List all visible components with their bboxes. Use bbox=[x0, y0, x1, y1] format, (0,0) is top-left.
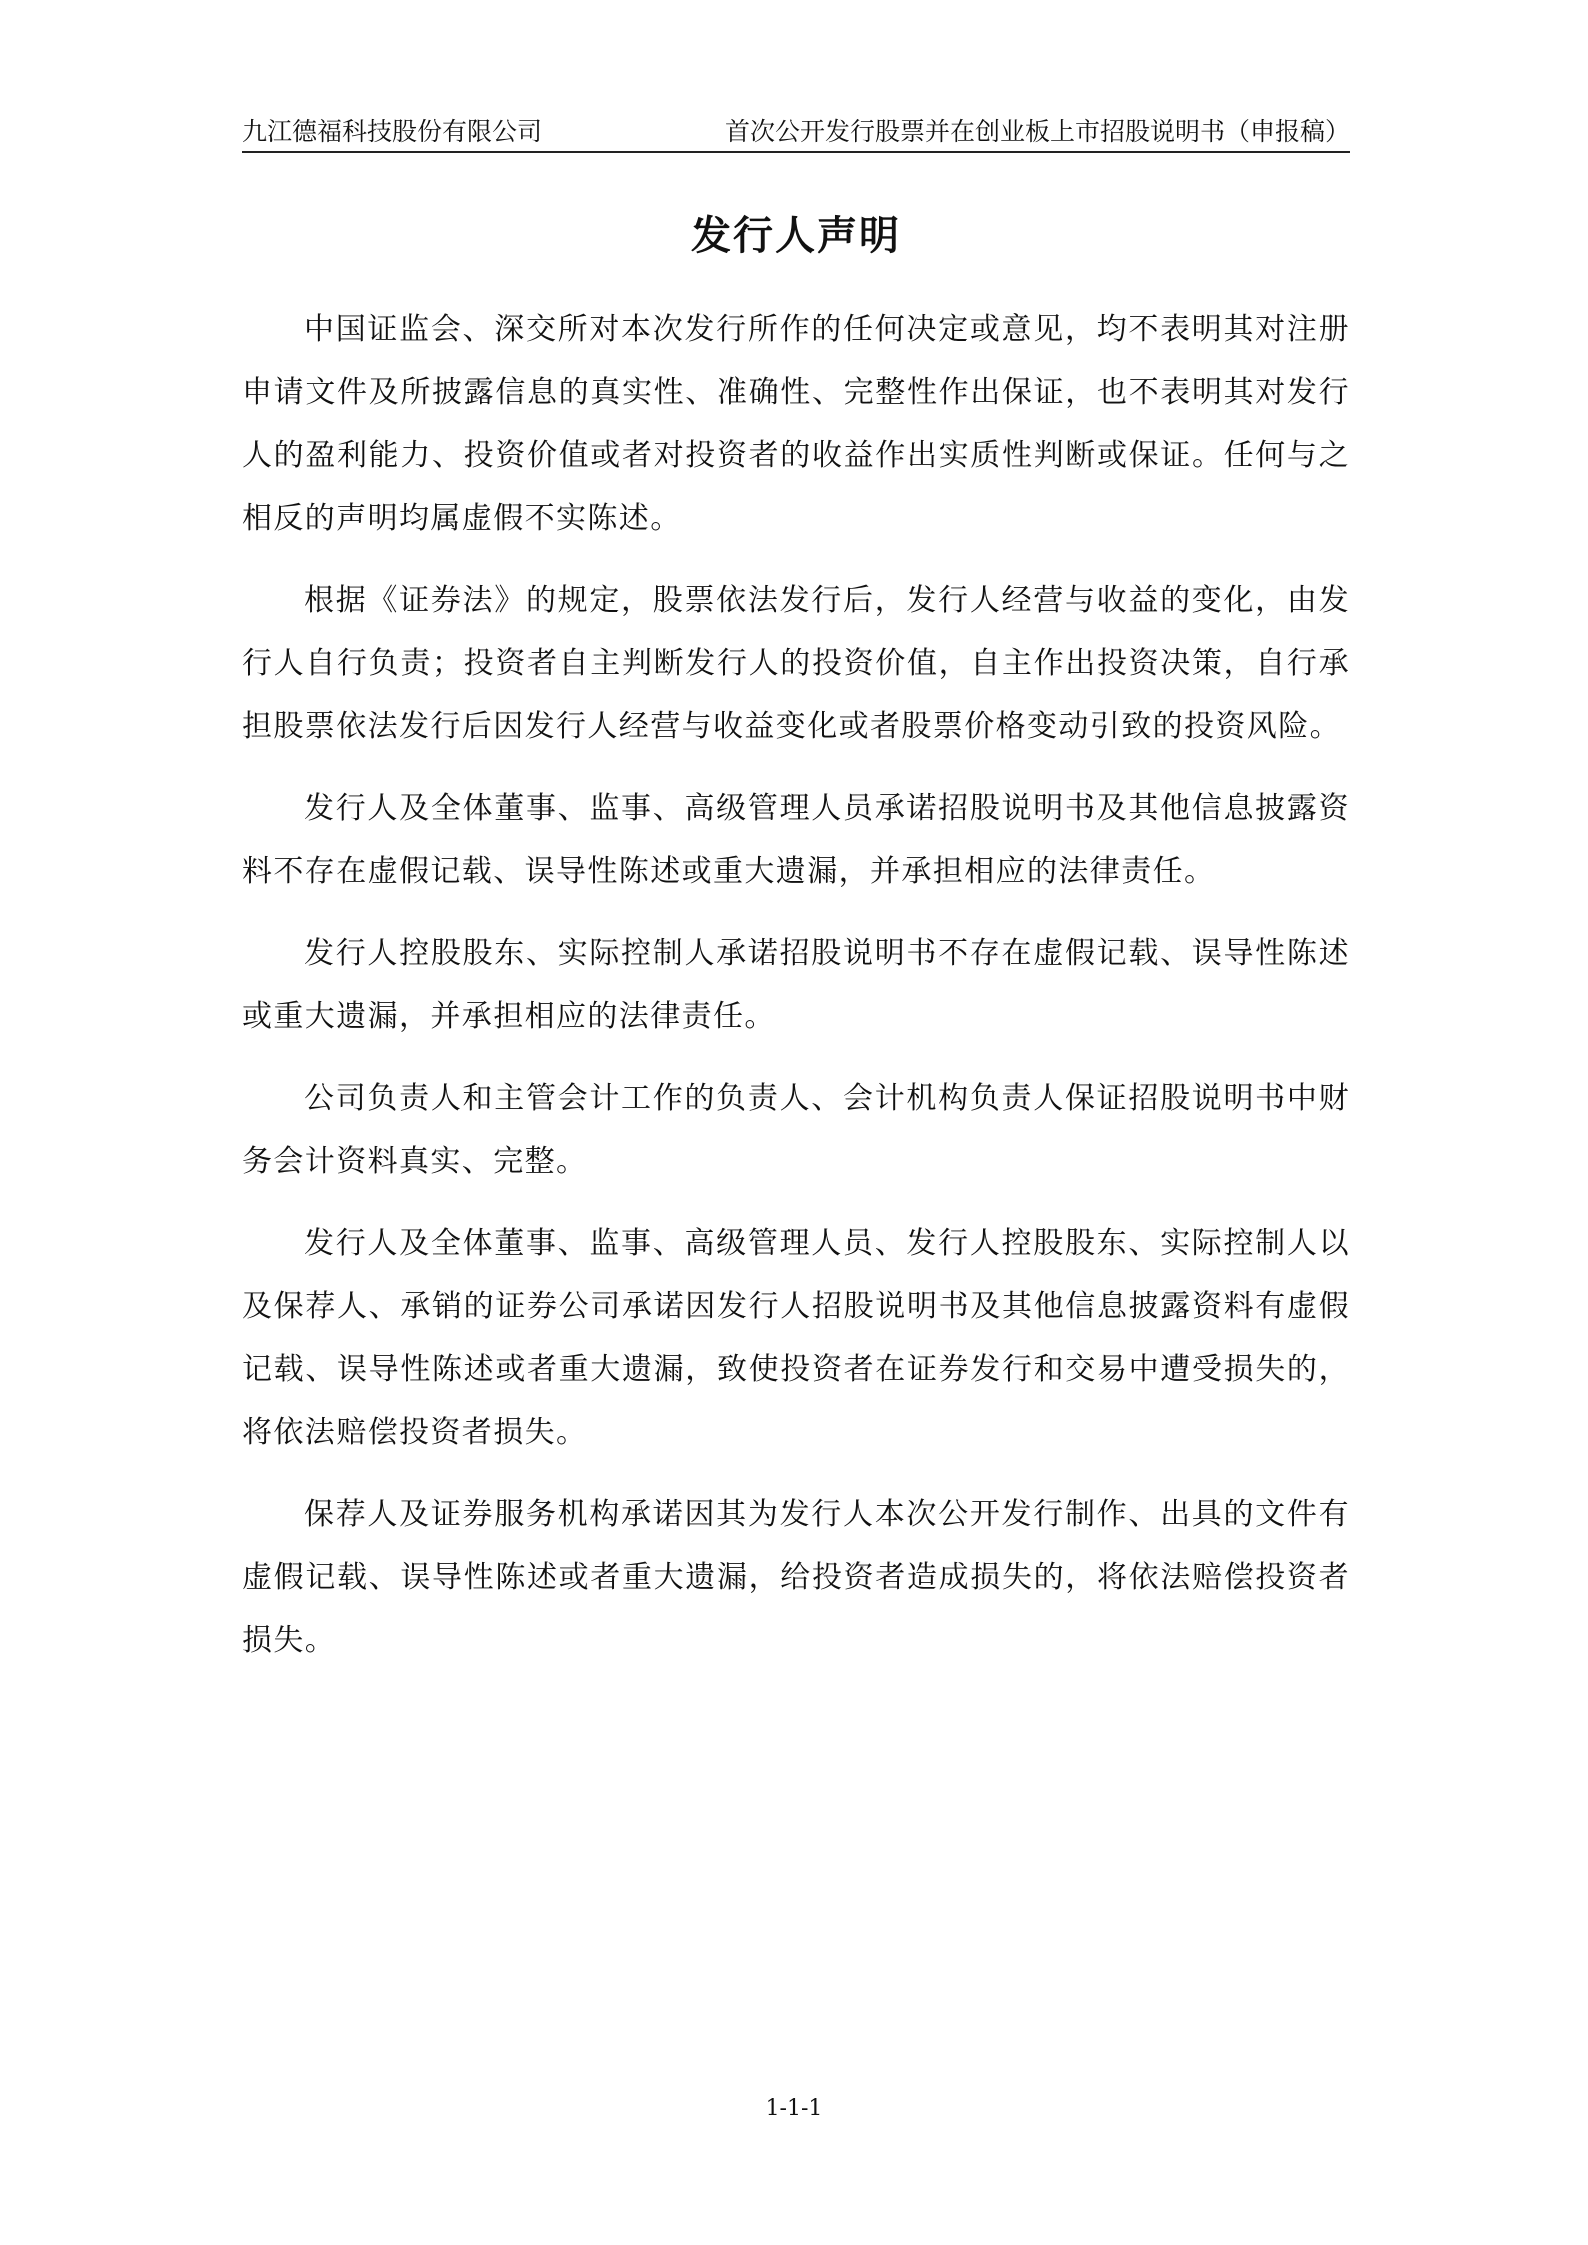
statement-body bbox=[242, 298, 1350, 1691]
paragraph-directors-commitment: 发行人及全体董事、监事、高级管理人员承诺招股说明书及其他信息披露资料不存在虚假记载、误导性陈述或重大遗漏，并承担相应的法律责任。 bbox=[242, 791, 1350, 889]
header-company-name: 九江德福科技股份有限公司 bbox=[242, 117, 543, 146]
page-title: 发行人声明 bbox=[691, 213, 901, 259]
paragraph-controller-commitment: 发行人控股股东、实际控制人承诺招股说明书不存在虚假记载、误导性陈述或重大遗漏，并承担相应的法律责任。 bbox=[242, 936, 1350, 1034]
page-number: 1-1-1 bbox=[765, 2096, 823, 2121]
paragraph-sponsor-commitment: 保荐人及证券服务机构承诺因其为发行人本次公开发行制作、出具的文件有虚假记载、误导性陈述或者重大遗漏，给投资者造成损失的，将依法赔偿投资者损失。 bbox=[242, 1497, 1350, 1658]
header-document-title: 首次公开发行股票并在创业板上市招股说明书（申报稿） bbox=[724, 117, 1350, 146]
page-header bbox=[242, 113, 1350, 153]
paragraph-accounting-guarantee: 公司负责人和主管会计工作的负责人、会计机构负责人保证招股说明书中财务会计资料真实、完整。 bbox=[242, 1081, 1350, 1179]
paragraph-securities-law: 根据《证券法》的规定，股票依法发行后，发行人经营与收益的变化，由发行人自行负责；投资者自主判断发行人的投资价值，自主作出投资决策，自行承担股票依法发行后因发行人经营与收益变化或者股票价格变动引致的投资风险。 bbox=[242, 583, 1350, 744]
paragraph-regulator-disclaimer: 中国证监会、深交所对本次发行所作的任何决定或意见，均不表明其对注册申请文件及所披露信息的真实性、准确性、完整性作出保证，也不表明其对发行人的盈利能力、投资价值或者对投资者的收益作出实质性判断或保证。任何与之相反的声明均属虚假不实陈述。 bbox=[242, 312, 1350, 536]
paragraph-compensation-commitment: 发行人及全体董事、监事、高级管理人员、发行人控股股东、实际控制人以及保荐人、承销的证券公司承诺因发行人招股说明书及其他信息披露资料有虚假记载、误导性陈述或者重大遗漏，致使投资者在证券发行和交易中遭受损失的，将依法赔偿投资者损失。 bbox=[242, 1226, 1350, 1450]
